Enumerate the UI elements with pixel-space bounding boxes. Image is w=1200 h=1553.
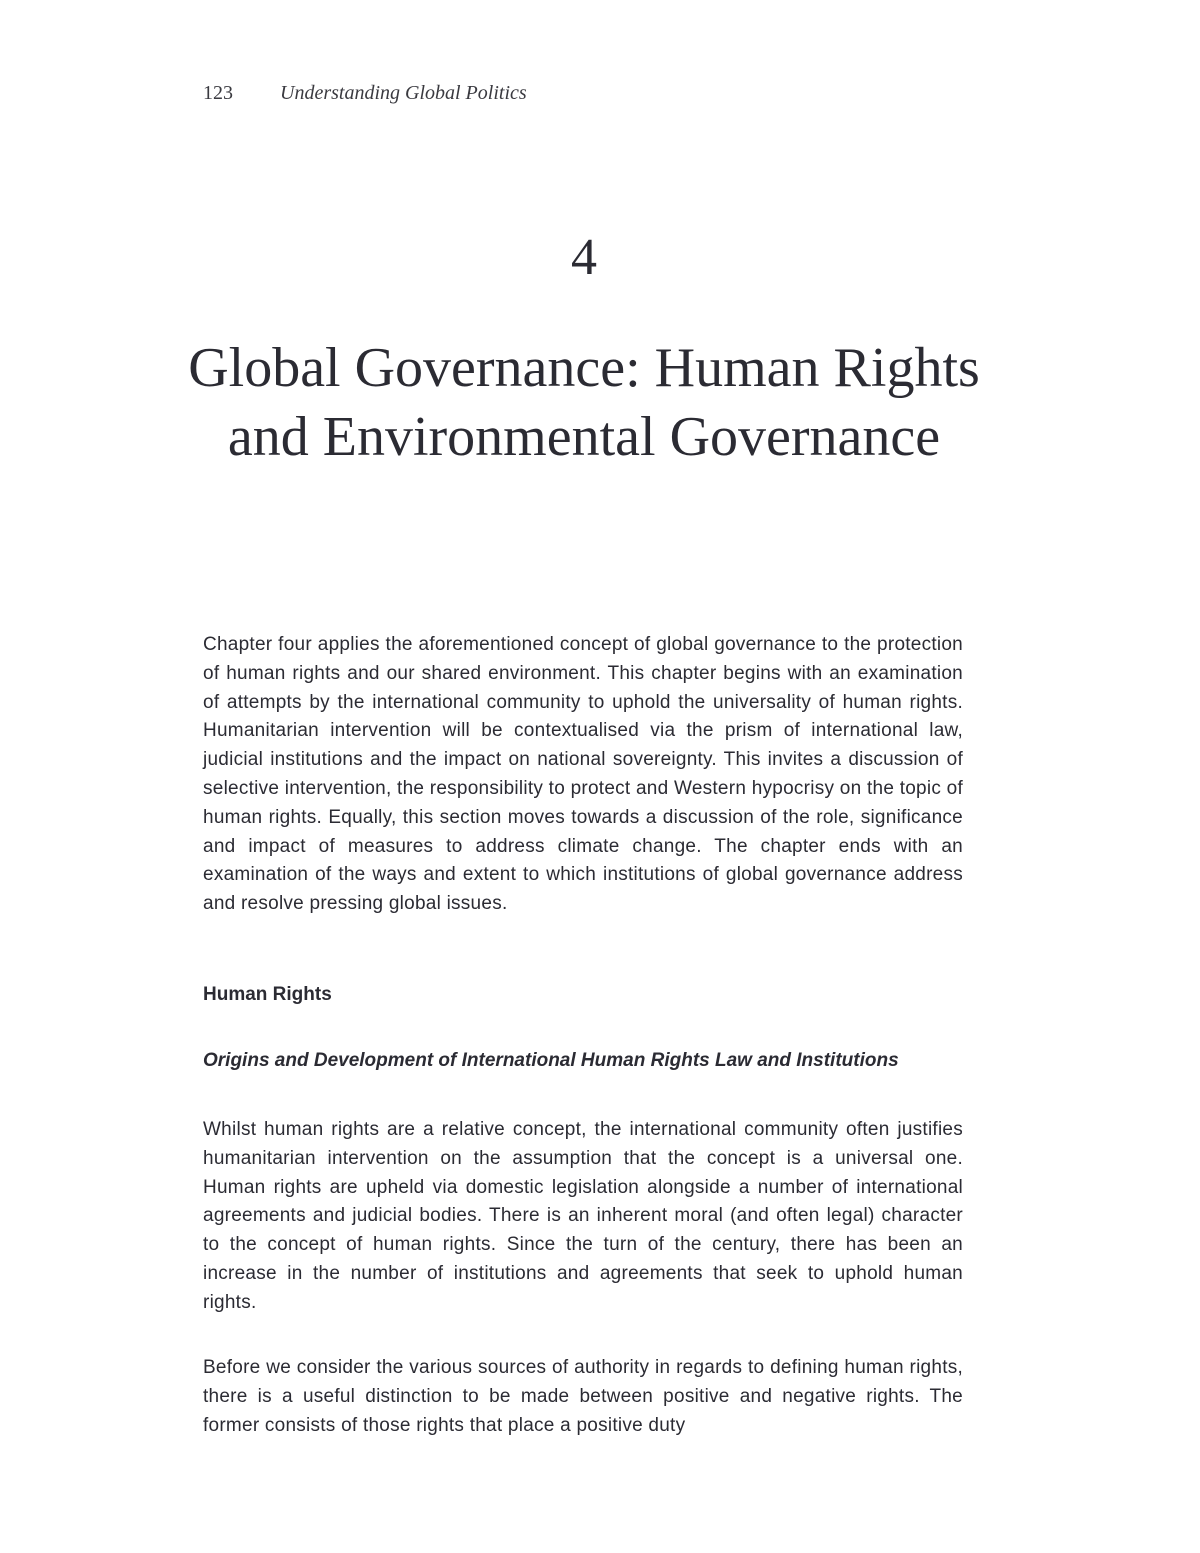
section-heading: Human Rights (203, 984, 332, 1005)
chapter-title: Global Governance: Human Rights and Environmental Governance (188, 337, 980, 468)
running-header (203, 82, 527, 105)
body-paragraph: Whilst human rights are a relative concept, the international community often justifies humanitarian intervention on the assumption that the concept is a universal one. Human rights are upheld via domestic legislation alongside a number of international agreements and judicial bodies. There is an inherent moral (and often legal) character to the concept of human rights. Since the turn of the century, there has been an increase in the number of institutions and agreements that seek to uphold human rights. (203, 1119, 963, 1313)
subsection-heading: Origins and Development of International Human Rights Law and Institutions (203, 1050, 899, 1071)
chapter-number: 4 (571, 229, 597, 286)
chapter-intro-paragraph: Chapter four applies the aforementioned concept of global governance to the protection of human rights and our shared environment. This chapter begins with an examination of attempts by the international community to uphold the universality of human rights. Humanitarian intervention will be contextualised via the prism of international law, judicial institutions and the impact on national sovereignty. This invites a discussion of selective intervention, the responsibility to protect and Western hypocrisy on the topic of human rights. Equally, this section moves towards a discussion of the role, significance and impact of measures to address climate change. The chapter ends with an examination of the ways and extent to which institutions of global governance address and resolve pressing global issues. (203, 634, 963, 915)
body-paragraph: Before we consider the various sources of authority in regards to defining human rights, there is a useful distinction to be made between positive and negative rights. The former consists of those rights that place a positive duty (203, 1357, 963, 1436)
book-title: Understanding Global Politics (280, 82, 527, 104)
page-number: 123 (203, 82, 233, 104)
